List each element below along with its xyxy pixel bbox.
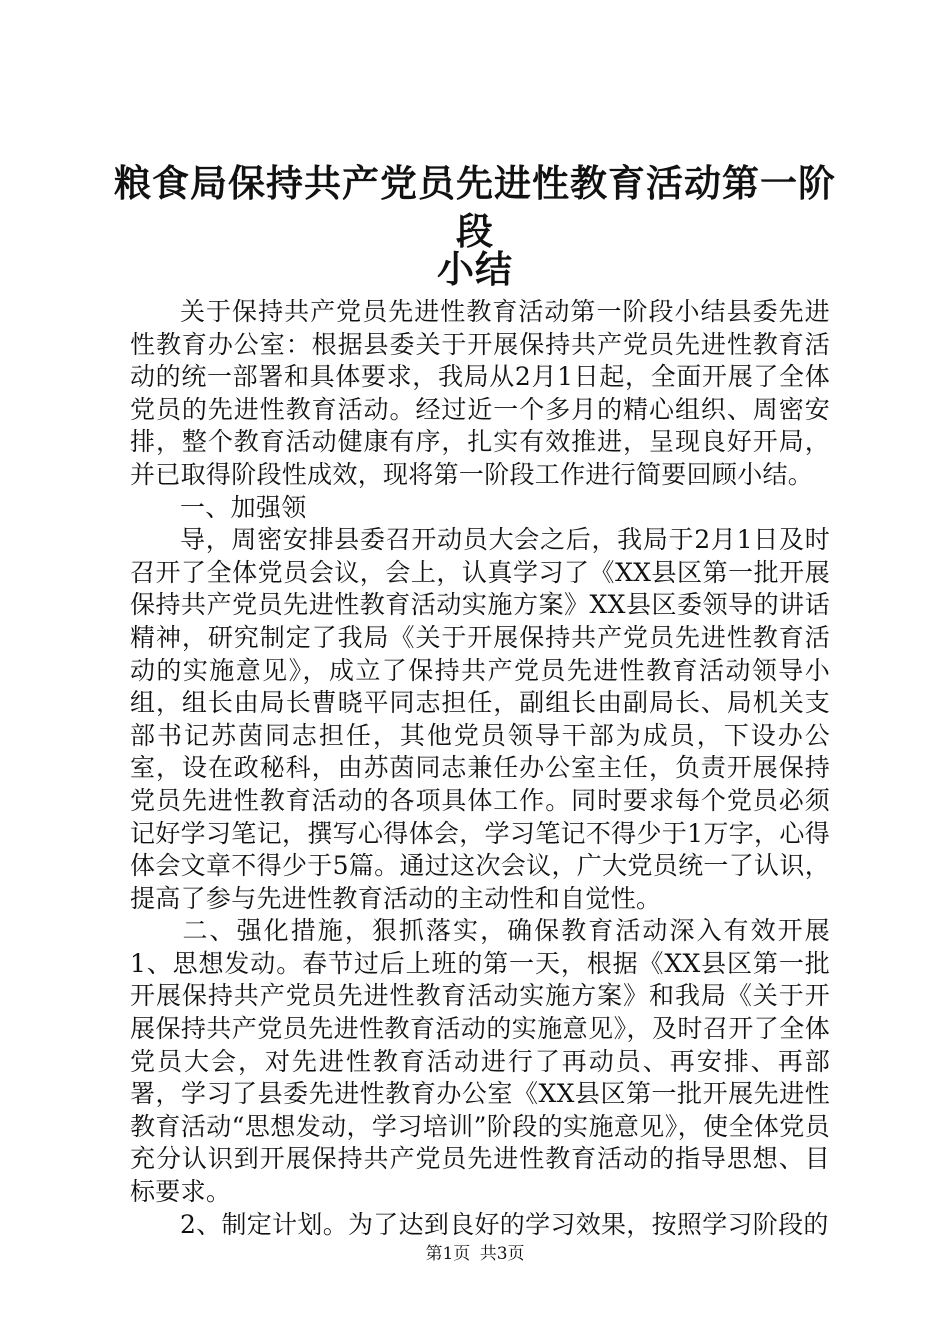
document-title-line1: 粮食局保持共产党员先进性教育活动第一阶段 bbox=[114, 162, 836, 253]
paragraph-heading-1: 一、加强领 bbox=[180, 492, 307, 522]
page-total: 共3页 bbox=[479, 1244, 525, 1264]
paragraph-measures: 二、强化措施，狠抓落实，确保教育活动深入有效开展1、思想发动。春节过后上班的第一天，根据《XX县区第一批开展保持共产党员先进性教育活动实施方案》和我局《关于开展保持共产党员先进性教育活动的实施意见》，及时召开了全体党员大会，对先进性教育活动进行了再动员、再安排、再部署，学习了县委先进性教育办公室《XX县区第一批开展先进性教育活动“思想发动，学习培训”阶段的实施意见》，使全体党员充分认识到开展保持共产党员先进性教育活动的指导思想、目标要求。 bbox=[130, 916, 830, 1207]
document-title-line2: 小结 bbox=[437, 248, 513, 291]
page-footer bbox=[0, 1243, 950, 1265]
document-body bbox=[130, 296, 830, 1241]
paragraph-intro: 关于保持共产党员先进性教育活动第一阶段小结县委先进性教育办公室：根据县委关于开展保持共产党员先进性教育活动的统一部署和具体要求，我局从2月1日起，全面开展了全体党员的先进性教育活动。经过近一个多月的精心组织、周密安排，整个教育活动健康有序，扎实有效推进，呈现良好开局，并已取得阶段性成效，现将第一阶段工作进行简要回顾小结。 bbox=[130, 297, 830, 489]
page-number: 第1页 bbox=[425, 1244, 471, 1264]
paragraph-leadership: 导，周密安排县委召开动员大会之后，我局于2月1日及时召开了全体党员会议，会上，认真学习了《XX县区第一批开展保持共产党员先进性教育活动实施方案》XX县区委领导的讲话精神，研究制定了我局《关于开展保持共产党员先进性教育活动的实施意见》，成立了保持共产党员先进性教育活动领导小组，组长由局长曹晓平同志担任，副组长由副局长、局机关支部书记苏茵同志担任，其他党员领导干部为成员，下设办公室，设在政秘科，由苏茵同志兼任办公室主任，负责开展保持党员先进性教育活动的各项具体工作。同时要求每个党员必须记好学习笔记，撰写心得体会，学习笔记不得少于1万字，心得体会文章不得少于5篇。通过这次会议，广大党员统一了认识，提高了参与先进性教育活动的主动性和自觉性。 bbox=[130, 525, 830, 913]
paragraph-plan: 2、制定计划。为了达到良好的学习效果，按照学习阶段的 bbox=[180, 1209, 829, 1239]
